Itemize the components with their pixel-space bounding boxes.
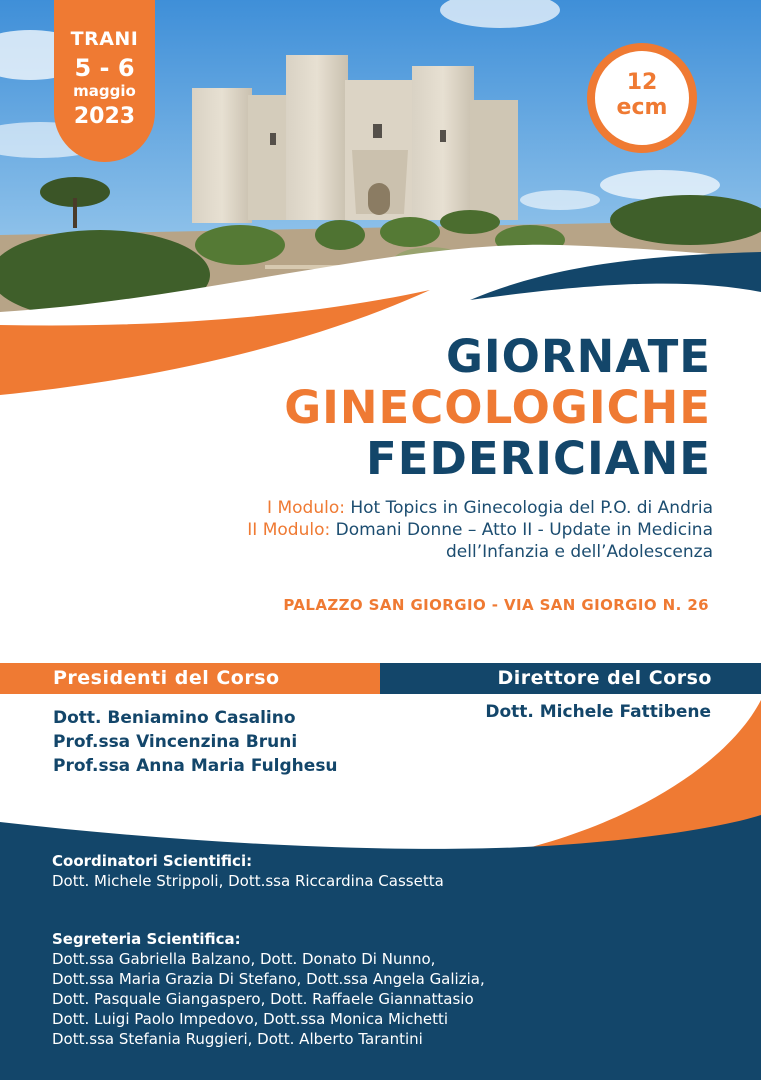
list-item: Prof.ssa Vincenzina Bruni xyxy=(53,732,298,752)
event-year: 2023 xyxy=(73,104,136,129)
event-date-tab xyxy=(54,0,155,162)
title-line-2: GINECOLOGICHE xyxy=(284,381,711,434)
list-item: Dott. Beniamino Casalino xyxy=(53,708,296,728)
list-item: Dott.ssa Stefania Ruggieri, Dott. Alberto Tarantini xyxy=(52,1030,423,1048)
module-line xyxy=(247,519,713,541)
presidenti-heading-bar xyxy=(0,663,380,694)
list-item: Dott.ssa Maria Grazia Di Stefano, Dott.ssa Angela Galizia, xyxy=(52,970,485,988)
segreteria-heading: Segreteria Scientifica: xyxy=(52,930,241,948)
list-item: Dott. Pasquale Giangaspero, Dott. Raffaele Giannattasio xyxy=(52,990,474,1008)
presidenti-heading: Presidenti del Corso xyxy=(53,667,280,689)
module-line xyxy=(247,541,713,563)
direttore-name: Dott. Michele Fattibene xyxy=(485,702,711,722)
ecm-value: 12 xyxy=(626,70,658,95)
direttore-heading-bar xyxy=(380,663,761,694)
venue-address: PALAZZO SAN GIORGIO - VIA SAN GIORGIO N. 26 xyxy=(283,596,709,614)
list-item: Dott.ssa Gabriella Balzano, Dott. Donato Di Nunno, xyxy=(52,950,436,968)
list-item: Dott. Luigi Paolo Impedovo, Dott.ssa Monica Michetti xyxy=(52,1010,449,1028)
event-city: TRANI xyxy=(70,28,139,50)
module-line xyxy=(247,497,713,519)
ecm-unit: ecm xyxy=(616,95,668,120)
title-line-1: GIORNATE xyxy=(445,330,711,383)
segreteria-list xyxy=(52,949,485,1049)
direttore-heading: Direttore del Corso xyxy=(497,667,712,689)
event-month: maggio xyxy=(73,82,136,100)
list-item: Dott. Michele Strippoli, Dott.ssa Riccardina Cassetta xyxy=(52,872,444,890)
presidenti-list xyxy=(53,706,338,778)
title-line-3: FEDERICIANE xyxy=(366,432,711,485)
module-label: I Modulo: xyxy=(267,498,345,518)
module-text: dell’Infanzia e dell’Adolescenza xyxy=(446,542,713,562)
ecm-badge xyxy=(587,43,697,153)
module-label: II Modulo: xyxy=(247,520,331,540)
modules-list xyxy=(247,497,713,563)
event-days: 5 - 6 xyxy=(74,54,135,82)
module-text: Hot Topics in Ginecologia del P.O. di Andria xyxy=(344,498,713,518)
module-text: Domani Donne – Atto II - Update in Medicina xyxy=(330,520,713,540)
coordinatori-heading: Coordinatori Scientifici: xyxy=(52,852,253,870)
coordinatori-list xyxy=(52,871,444,891)
list-item: Prof.ssa Anna Maria Fulghesu xyxy=(53,756,338,776)
